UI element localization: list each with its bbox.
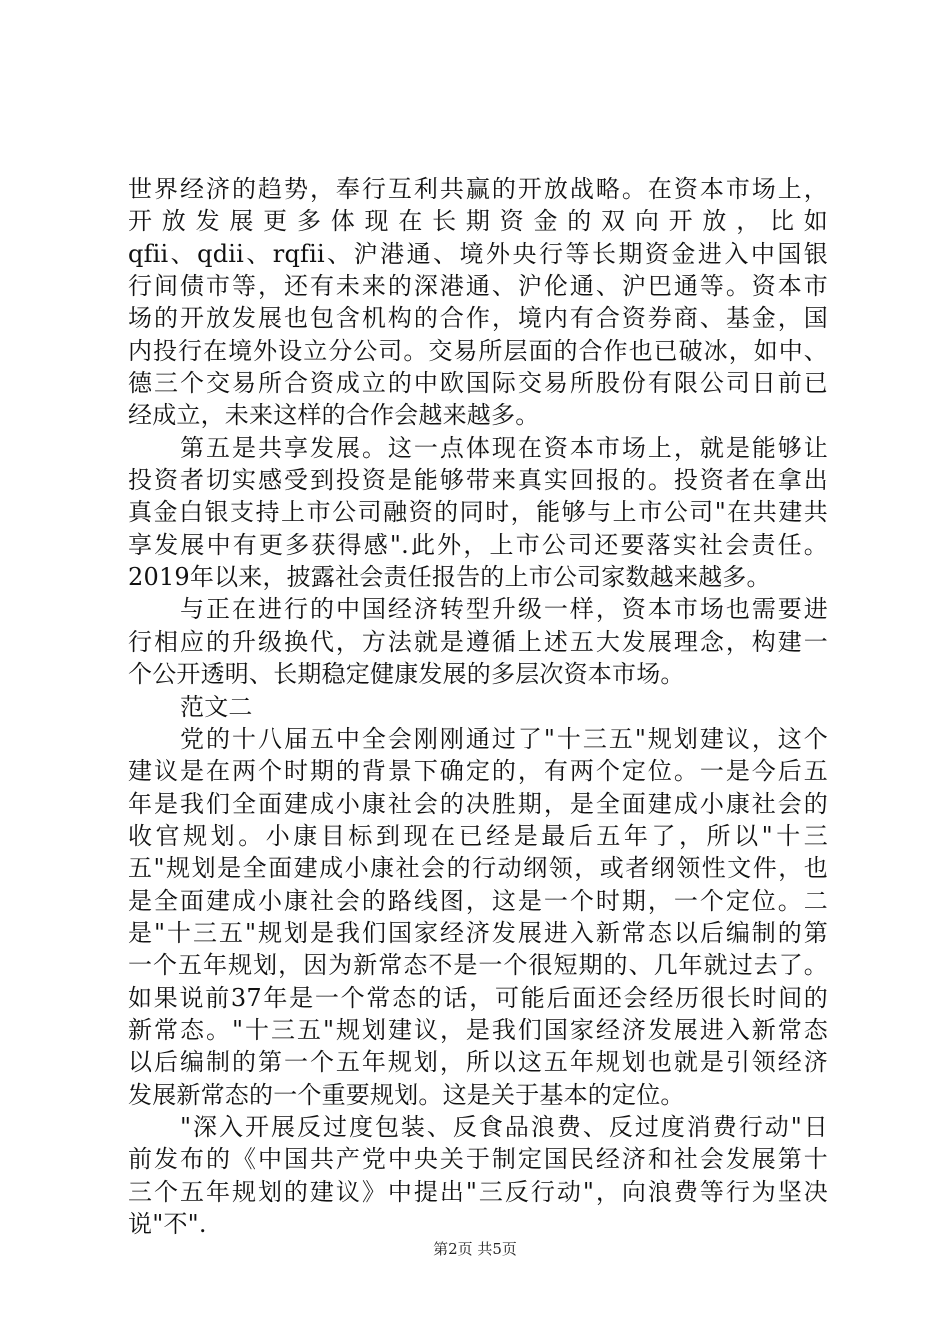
text-line: 德三个交易所合资成立的中欧国际交易所股份有限公司日前已 bbox=[128, 369, 828, 398]
text-line: 年是我们全面建成小康社会的决胜期，是全面建成小康社会的 bbox=[128, 789, 828, 818]
text-line: 如果说前37年是一个常态的话，可能后面还会经历很长时间的 bbox=[128, 983, 828, 1012]
text-line: 建议是在两个时期的背景下确定的，有两个定位。一是今后五 bbox=[128, 757, 828, 786]
section-heading: 范文二 bbox=[180, 692, 253, 721]
text-line: 说"不". bbox=[128, 1210, 207, 1238]
paragraph-first-line: 与正在进行的中国经济转型升级一样，资本市场也需要进 bbox=[180, 595, 828, 624]
text-line: 行间债市等，还有未来的深港通、沪伦通、沪巴通等。资本市 bbox=[128, 272, 828, 301]
text-line: 一个五年规划，因为新常态不是一个很短期的、几年就过去了。 bbox=[128, 951, 828, 980]
text-line: 2019年以来，披露社会责任报告的上市公司家数越来越多。 bbox=[128, 563, 771, 592]
text-line: 享发展中有更多获得感".此外，上市公司还要落实社会责任。 bbox=[128, 530, 828, 559]
paragraph-first-line: 党的十八届五中全会刚刚通过了"十三五"规划建议，这个 bbox=[180, 724, 828, 753]
text-line: 投资者切实感受到投资是能够带来真实回报的。投资者在拿出 bbox=[128, 466, 828, 495]
text-line: 世界经济的趋势，奉行互利共赢的开放战略。在资本市场上， bbox=[128, 175, 828, 203]
text-line: 发展新常态的一个重要规划。这是关于基本的定位。 bbox=[128, 1080, 685, 1109]
text-line: 经成立，未来这样的合作会越来越多。 bbox=[128, 401, 540, 430]
document-body bbox=[128, 173, 828, 1240]
text-line: 个公开透明、长期稳定健康发展的多层次资本市场。 bbox=[128, 660, 685, 689]
text-line: 前发布的《中国共产党中央关于制定国民经济和社会发展第十 bbox=[128, 1145, 828, 1174]
text-line: 开放发展更多体现在长期资金的双向开放，比如 bbox=[128, 207, 828, 236]
text-line: qfii、qdii、rqfii、沪港通、境外央行等长期资金进入中国银 bbox=[128, 239, 828, 268]
text-line: 以后编制的第一个五年规划，所以这五年规划也就是引领经济 bbox=[128, 1048, 828, 1077]
text-line: 行相应的升级换代，方法就是遵循上述五大发展理念，构建一 bbox=[128, 627, 828, 656]
page-number-footer: 第2页 共5页 bbox=[433, 1240, 517, 1258]
paragraph-first-line: 第五是共享发展。这一点体现在资本市场上，就是能够让 bbox=[180, 433, 828, 462]
text-line: 收官规划。小康目标到现在已经是最后五年了，所以"十三 bbox=[128, 821, 828, 850]
text-line: 三个五年规划的建议》中提出"三反行动"，向浪费等行为坚决 bbox=[128, 1177, 828, 1206]
text-line: 是"十三五"规划是我们国家经济发展进入新常态以后编制的第 bbox=[128, 918, 828, 947]
text-line: 场的开放发展也包含机构的合作，境内有合资券商、基金，国 bbox=[128, 304, 828, 333]
text-line: 五"规划是全面建成小康社会的行动纲领，或者纲领性文件，也 bbox=[128, 854, 828, 883]
text-line: 新常态。"十三五"规划建议，是我们国家经济发展进入新常态 bbox=[128, 1015, 828, 1044]
paragraph-first-line: "深入开展反过度包装、反食品浪费、反过度消费行动"日 bbox=[180, 1112, 828, 1141]
text-line: 内投行在境外设立分公司。交易所层面的合作也已破冰，如中、 bbox=[128, 336, 828, 365]
text-line: 真金白银支持上市公司融资的同时，能够与上市公司"在共建共 bbox=[128, 498, 828, 527]
text-line: 是全面建成小康社会的路线图，这是一个时期，一个定位。二 bbox=[128, 886, 828, 915]
